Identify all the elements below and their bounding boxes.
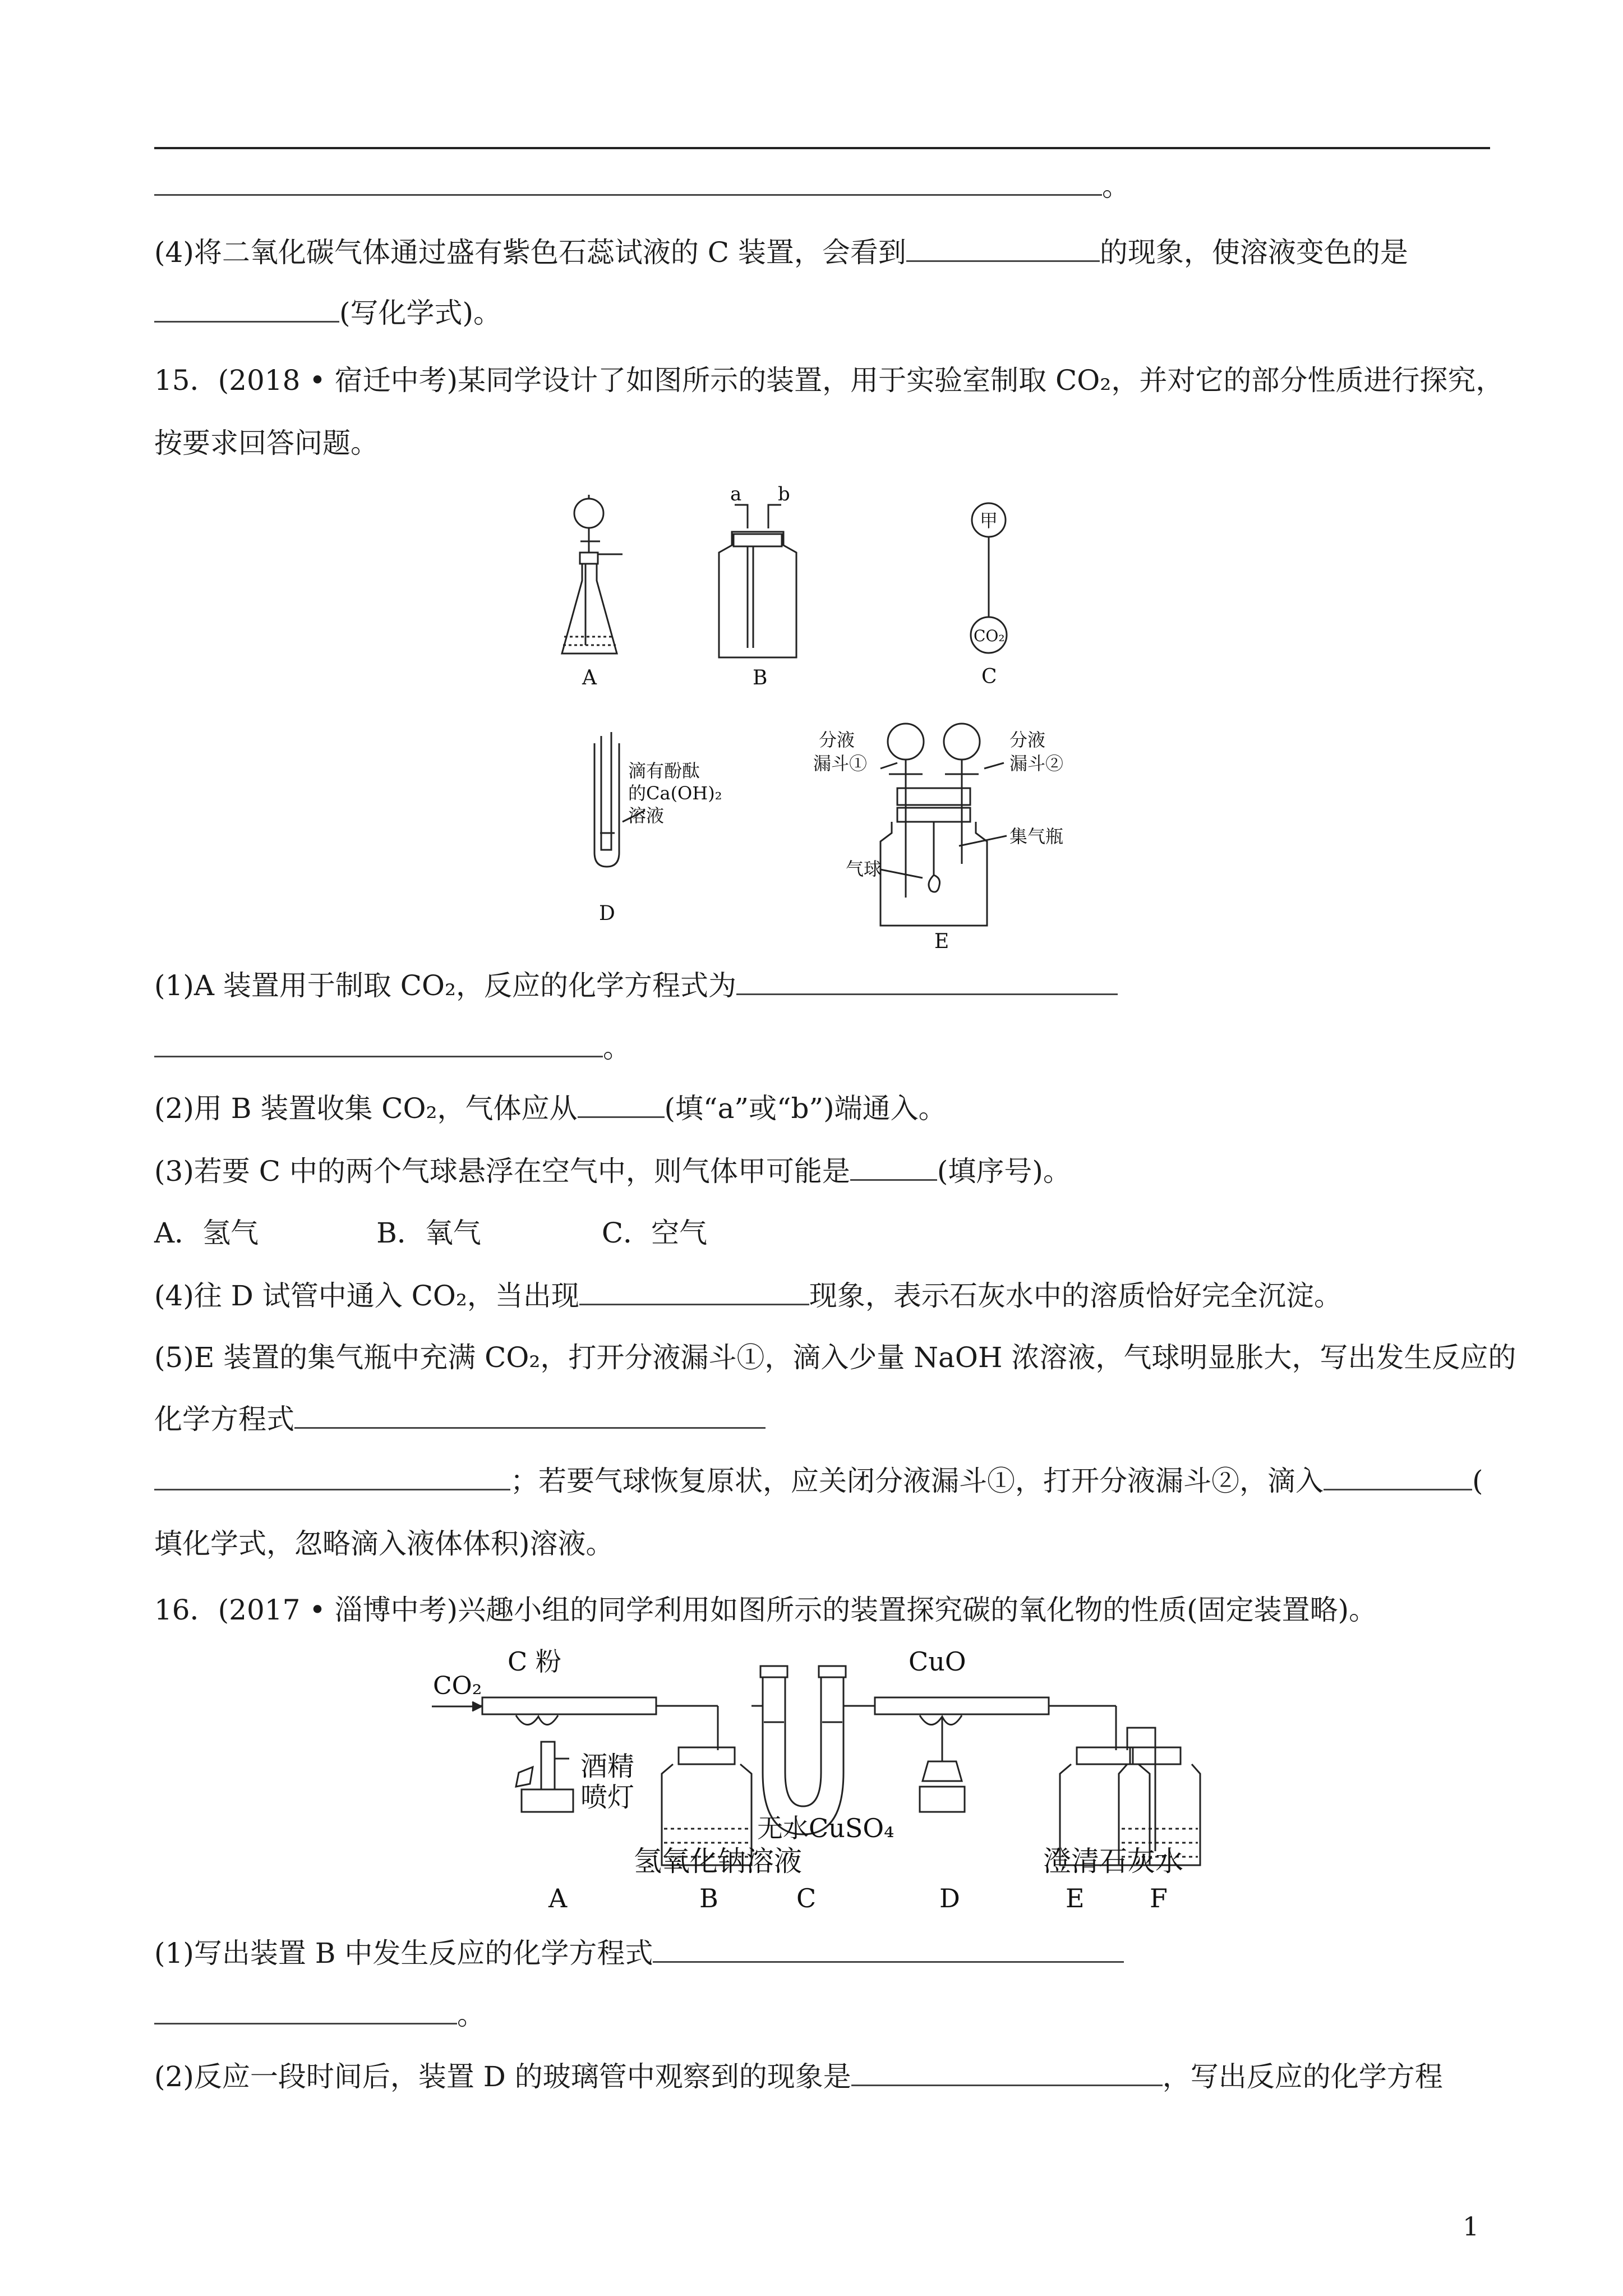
lamp-label-line1: 酒精 — [580, 1751, 635, 1782]
label-b: B — [699, 1883, 718, 1913]
answer-blank[interactable] — [294, 1402, 766, 1429]
answer-blank[interactable] — [154, 169, 1102, 196]
gas-bottle-label: 集气瓶 — [1009, 826, 1064, 847]
c-powder-label: C 粉 — [508, 1646, 561, 1677]
tube-label-b: b — [778, 483, 790, 505]
funnel1-label-line1: 分液 — [819, 729, 855, 751]
cuo-label: CuO — [909, 1646, 966, 1677]
answer-blank[interactable] — [1324, 1464, 1472, 1490]
apparatus-d-tube — [875, 1697, 1049, 1812]
answer-blank[interactable] — [736, 969, 1118, 995]
label-e: E — [934, 930, 949, 953]
q16-stem: 16．(2017 • 淄博中考)兴趣小组的同学利用如图所示的装置探究碳的氧化物的性质(固定装置略)。 — [154, 1594, 1377, 1626]
q16-part2: (2)反应一段时间后，装置 D 的玻璃管中观察到的现象是 ，写出反应的化学方程 — [154, 2060, 1443, 2093]
q15-part1-cont: 。 — [154, 1031, 1500, 1065]
naoh-label: 氢氧化钠溶液 — [634, 1845, 802, 1878]
answer-blank[interactable] — [653, 1936, 1124, 1963]
figure-apparatus-a-f — [426, 1644, 1234, 1924]
balloon-label-co2: CO₂ — [974, 627, 1005, 645]
answer-blank[interactable] — [154, 296, 339, 323]
label-f: F — [1150, 1883, 1168, 1913]
apparatus-c-u-tube — [751, 1666, 875, 1834]
label-c: C — [981, 665, 997, 688]
answer-blank[interactable] — [851, 2060, 1163, 2086]
q15-part1: (1)A 装置用于制取 CO₂，反应的化学方程式为 — [154, 969, 1500, 1002]
answer-blank[interactable] — [850, 1154, 937, 1181]
apparatus-b-bottle — [719, 505, 796, 657]
label-a: A — [548, 1883, 568, 1913]
apparatus-b-bottle — [662, 1706, 751, 1865]
page-number: 1 — [1463, 2211, 1479, 2242]
balloon-label: 气球 — [846, 858, 882, 880]
q15-part2: (2)用 B 装置收集 CO₂，气体应从 (填“a”或“b”)端通入。 — [154, 1092, 947, 1125]
apparatus-a-flask — [562, 495, 623, 654]
apparatus-e-bottle — [1060, 1706, 1150, 1865]
label-d: D — [939, 1883, 960, 1913]
balloon-label-jia: 甲 — [980, 510, 998, 531]
funnel2-label-line2: 漏斗② — [1009, 753, 1064, 774]
answer-blank[interactable] — [579, 1279, 809, 1305]
answer-blank[interactable] — [154, 1998, 457, 2024]
limewater-label: 澄清石灰水 — [1043, 1845, 1183, 1878]
q16-part1-cont: 。 — [154, 1998, 1500, 2032]
q15-part5-cont3: 填化学式，忽略滴入液体体积)溶液。 — [154, 1527, 614, 1560]
funnel2-label-line1: 分液 — [1009, 729, 1046, 751]
answer-blank[interactable] — [154, 1031, 603, 1057]
header-rule — [154, 147, 1490, 149]
option-b[interactable]: B．氧气 — [376, 1217, 481, 1249]
q15-stem: 15．(2018 • 宿迁中考)某同学设计了如图所示的装置，用于实验室制取 CO₂，并对它的部分性质进行探究， — [154, 364, 1504, 397]
option-c[interactable]: C．空气 — [601, 1217, 708, 1249]
q15-part3: (3)若要 C 中的两个气球悬浮在空气中，则气体甲可能是 (填序号)。 — [154, 1155, 1071, 1188]
answer-line-end: 。 — [154, 169, 1500, 203]
q15-stem-cont: 按要求回答问题。 — [154, 427, 379, 459]
label-e: E — [1066, 1883, 1085, 1913]
funnel1-label-line2: 漏斗① — [813, 753, 868, 774]
q15-part5-cont2: ；若要气球恢复原状，应关闭分液漏斗①，打开分液漏斗②，滴入 ( — [154, 1464, 1500, 1498]
answer-blank[interactable] — [154, 1464, 510, 1490]
co2-inlet-label: CO₂ — [433, 1672, 482, 1700]
label-b: B — [753, 666, 768, 689]
figure-apparatus-a-e — [538, 482, 1133, 954]
q15-part4: (4)往 D 试管中通入 CO₂，当出现 现象，表示石灰水中的溶质恰好完全沉淀。 — [154, 1280, 1342, 1312]
d-reagent-line3: 溶液 — [628, 805, 665, 826]
option-a[interactable]: A．氢气 — [154, 1217, 259, 1249]
q14-part4-cont: (写化学式)。 — [154, 296, 1500, 330]
answer-blank[interactable] — [906, 236, 1100, 262]
label-a: A — [582, 666, 597, 689]
answer-blank[interactable] — [578, 1092, 665, 1118]
apparatus-e-bottle — [880, 724, 1007, 926]
q16-part1: (1)写出装置 B 中发生反应的化学方程式 — [154, 1936, 1500, 1970]
d-reagent-line1: 滴有酚酞 — [628, 760, 700, 781]
label-d: D — [599, 902, 615, 925]
cuso4-label: 无水CuSO₄ — [757, 1813, 895, 1843]
tube-label-a: a — [730, 483, 742, 505]
q15-part5-cont: 化学方程式 — [154, 1402, 1500, 1436]
label-c: C — [796, 1883, 817, 1913]
lamp-label-line2: 喷灯 — [580, 1782, 635, 1813]
q15-part3-options — [154, 1216, 1500, 1250]
q15-part5: (5)E 装置的集气瓶中充满 CO₂，打开分液漏斗①，滴入少量 NaOH 浓溶液，气球明显胀大，写出发生反应的 — [154, 1341, 1516, 1374]
d-reagent-line2: 的Ca(OH)₂ — [628, 783, 722, 804]
q14-part4: (4)将二氧化碳气体通过盛有紫色石蕊试液的 C 装置，会看到 的现象，使溶液变色的是 — [154, 236, 1408, 269]
